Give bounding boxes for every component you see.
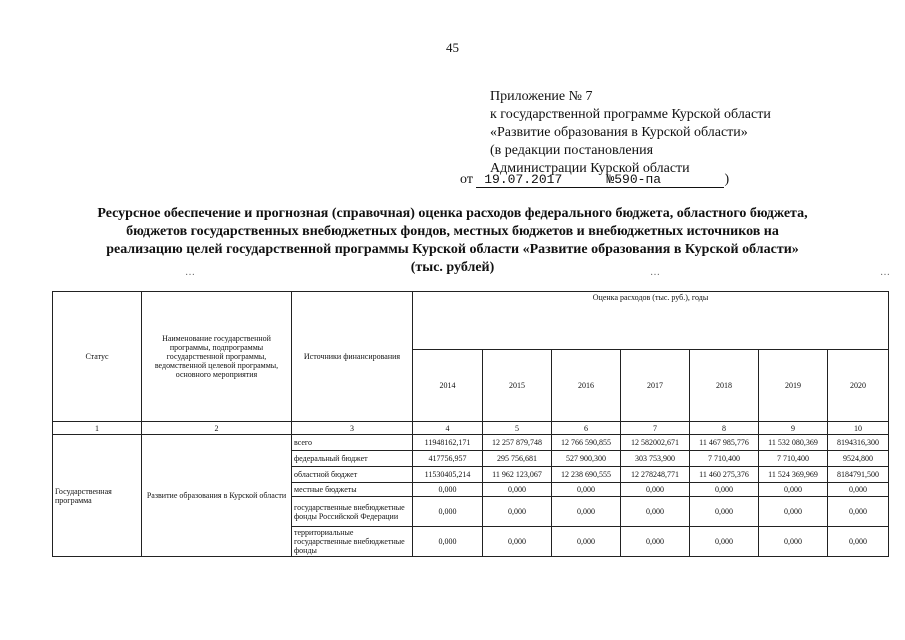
- value-cell: 11 962 123,067: [483, 467, 552, 483]
- source-cell: областной бюджет: [292, 467, 413, 483]
- value-cell: 12 582002,671: [621, 435, 690, 451]
- value-cell: 0,000: [413, 483, 483, 497]
- value-cell: 11 460 275,376: [690, 467, 759, 483]
- value-cell: 12 278248,771: [621, 467, 690, 483]
- value-cell: 0,000: [759, 497, 828, 527]
- from-label: от: [460, 172, 473, 187]
- value-cell: 0,000: [621, 527, 690, 557]
- header-year: 2019: [759, 350, 828, 422]
- appendix-line: «Развитие образования в Курской области»: [490, 125, 748, 140]
- program-name-cell: Развитие образования в Курской области: [142, 435, 292, 557]
- value-cell: 295 756,681: [483, 451, 552, 467]
- title-line: бюджетов государственных внебюджетных фондов, местных бюджетов и внебюджетных источников на: [126, 224, 779, 239]
- value-cell: 0,000: [483, 483, 552, 497]
- value-cell: 8194316,300: [828, 435, 889, 451]
- appendix-line: Приложение № 7: [490, 89, 593, 104]
- value-cell: 0,000: [690, 483, 759, 497]
- value-cell: 0,000: [759, 483, 828, 497]
- source-cell: местные бюджеты: [292, 483, 413, 497]
- value-cell: 0,000: [828, 483, 889, 497]
- value-cell: 0,000: [690, 527, 759, 557]
- header-year: 2017: [621, 350, 690, 422]
- title-line: (тыс. рублей): [410, 260, 495, 275]
- scan-mark: …: [880, 267, 890, 278]
- scan-mark: …: [650, 267, 660, 278]
- resolution-number: №590-па: [606, 172, 662, 187]
- value-cell: 0,000: [552, 497, 621, 527]
- column-number: 8: [690, 422, 759, 435]
- column-number: 6: [552, 422, 621, 435]
- value-cell: 303 753,900: [621, 451, 690, 467]
- value-cell: 0,000: [828, 497, 889, 527]
- column-number: 1: [53, 422, 142, 435]
- value-cell: 0,000: [483, 527, 552, 557]
- value-cell: 0,000: [690, 497, 759, 527]
- appendix-line: (в редакции постановления: [490, 143, 654, 158]
- title-line: реализацию целей государственной программы Курской области «Развитие образования в Курской области»: [106, 242, 799, 257]
- column-number: 9: [759, 422, 828, 435]
- column-number: 4: [413, 422, 483, 435]
- value-cell: 12 238 690,555: [552, 467, 621, 483]
- value-cell: 11 532 080,369: [759, 435, 828, 451]
- scan-mark: …: [185, 267, 195, 278]
- header-year: 2020: [828, 350, 889, 422]
- value-cell: 8184791,500: [828, 467, 889, 483]
- header-name: Наименование государственной программы, подпрограммы государственной программы, ведомственной целевой программы, основного мероприятия: [142, 292, 292, 422]
- header-year: 2016: [552, 350, 621, 422]
- header-sources: Источники финансирования: [292, 292, 413, 422]
- value-cell: 11 524 369,969: [759, 467, 828, 483]
- appendix-block: [490, 88, 771, 178]
- value-cell: 11 467 985,776: [690, 435, 759, 451]
- appendix-line: Администрации Курской области: [490, 161, 690, 176]
- column-number: 7: [621, 422, 690, 435]
- source-cell: всего: [292, 435, 413, 451]
- value-cell: 417756,957: [413, 451, 483, 467]
- source-cell: государственные внебюджетные фонды Российской Федерации: [292, 497, 413, 527]
- value-cell: 0,000: [413, 527, 483, 557]
- value-cell: 0,000: [552, 527, 621, 557]
- closing-paren: ): [724, 172, 730, 187]
- value-cell: 7 710,400: [759, 451, 828, 467]
- value-cell: 0,000: [413, 497, 483, 527]
- source-cell: федеральный бюджет: [292, 451, 413, 467]
- value-cell: 12 766 590,855: [552, 435, 621, 451]
- column-number: 2: [142, 422, 292, 435]
- value-cell: 7 710,400: [690, 451, 759, 467]
- value-cell: 0,000: [552, 483, 621, 497]
- value-cell: 12 257 879,748: [483, 435, 552, 451]
- resolution-reference: [460, 172, 729, 188]
- resolution-date: 19.07.2017: [484, 172, 563, 187]
- appendix-line: к государственной программе Курской области: [490, 107, 771, 122]
- status-cell: Государственная программа: [53, 435, 142, 557]
- column-number: 3: [292, 422, 413, 435]
- resource-table: [52, 291, 889, 557]
- value-cell: 0,000: [759, 527, 828, 557]
- header-year: 2018: [690, 350, 759, 422]
- column-number: 10: [828, 422, 889, 435]
- title-line: Ресурсное обеспечение и прогнозная (справочная) оценка расходов федерального бюджета, областного бюджета,: [97, 206, 808, 221]
- value-cell: 527 900,300: [552, 451, 621, 467]
- value-cell: 9524,800: [828, 451, 889, 467]
- table-row: [53, 435, 889, 451]
- resolution-date-field: [476, 172, 606, 188]
- resolution-number-field: [606, 172, 724, 188]
- column-number: 5: [483, 422, 552, 435]
- value-cell: 0,000: [483, 497, 552, 527]
- document-title: [40, 205, 865, 277]
- page-number: 45: [446, 40, 459, 55]
- header-estimate: Оценка расходов (тыс. руб.), годы: [413, 292, 889, 350]
- source-cell: территориальные государственные внебюджетные фонды: [292, 527, 413, 557]
- value-cell: 11530405,214: [413, 467, 483, 483]
- value-cell: 11948162,171: [413, 435, 483, 451]
- header-year: 2015: [483, 350, 552, 422]
- header-year: 2014: [413, 350, 483, 422]
- value-cell: 0,000: [828, 527, 889, 557]
- header-status: Статус: [53, 292, 142, 422]
- value-cell: 0,000: [621, 497, 690, 527]
- value-cell: 0,000: [621, 483, 690, 497]
